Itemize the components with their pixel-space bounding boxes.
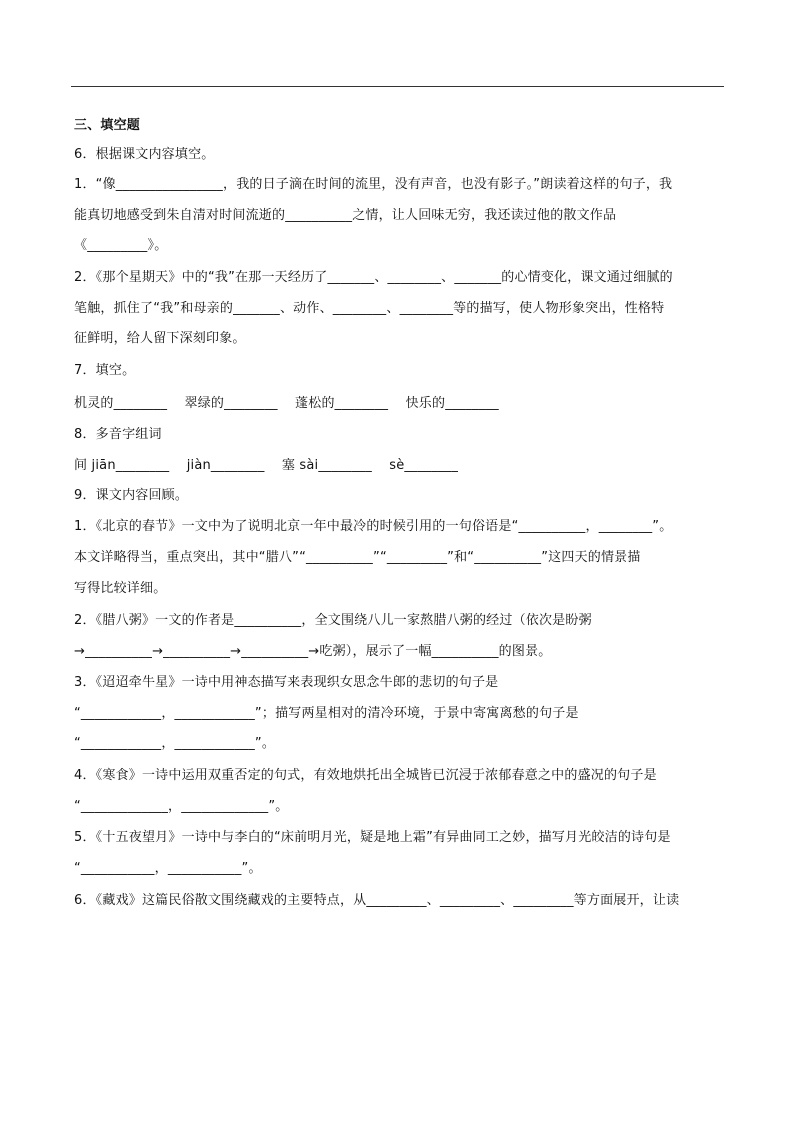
text-line: 4．《寒食》一诗中运用双重否定的句式，有效地烘托出全城皆已沉浸于浓郁春意之中的盛况的句子是 xyxy=(74,768,657,783)
question-9-heading: 9．课文内容回顾。 xyxy=(74,488,189,503)
text-line: “____________，____________”。 xyxy=(74,736,276,751)
text-line: 能真切地感受到朱自清对时间流逝的__________之情，让人回味无穷，我还读过他的散文作品 xyxy=(74,208,617,223)
text-line: 5．《十五夜望月》一诗中与李白的“床前明月光，疑是地上霜”有异曲同工之妙，描写月光皎洁的诗句是 xyxy=(74,830,671,845)
text-line: →__________→__________→__________→吃粥），展示了一幅__________的图景。 xyxy=(74,644,552,659)
text-line: “____________，____________”；描写两星相对的清冷环境，于景中寄寓离愁的句子是 xyxy=(74,706,579,721)
question-6-heading: 6．根据课文内容填空。 xyxy=(74,147,215,162)
header-rule xyxy=(71,86,724,87)
text-line: 2．《那个星期天》中的“我”在那一天经历了_______、________、_______的心情变化，课文通过细腻的 xyxy=(74,270,673,285)
text-line: 本文详略得当，重点突出，其中“腊八”“__________”“_________”和“__________”这四天的情景描 xyxy=(74,550,641,565)
text-line: 写得比较详细。 xyxy=(74,581,167,596)
text-line: 笔触，抓住了“我”和母亲的_______、动作、________、________等的描写，使人物形象突出，性格特 xyxy=(74,301,665,316)
text-line: “_____________，_____________”。 xyxy=(74,799,289,814)
text-line: 征鲜明，给人留下深刻印象。 xyxy=(74,331,246,346)
text-line: 1．《北京的春节》一文中为了说明北京一年中最冷的时候引用的一句俗语是“__________，________”。 xyxy=(74,519,673,534)
text-line: 间 jiān________ jiàn________ 塞 sài________ sè________ xyxy=(74,458,459,473)
text-line: 3．《迢迢牵牛星》一诗中用神态描写来表现织女思念牛郎的悲切的句子是 xyxy=(74,675,499,690)
text-line: 2．《腊八粥》一文的作者是__________，全文围绕八儿一家熬腊八粥的经过（依次是盼粥 xyxy=(74,613,592,628)
text-line: 机灵的________ 翠绿的________ 蓬松的________ 快乐的________ xyxy=(74,396,499,411)
question-8-heading: 8．多音字组词 xyxy=(74,427,162,442)
text-line: 6．《藏戏》这篇民俗散文围绕藏戏的主要特点，从_________、_________、_________等方面展开，让读 xyxy=(74,893,680,908)
text-line: “___________，___________”。 xyxy=(74,861,262,876)
text-line: 1．“像________________，我的日子滴在时间的流里，没有声音，也没有影子。”朗读着这样的句子，我 xyxy=(74,177,673,192)
text-line: 《_________》。 xyxy=(74,238,168,253)
question-7-heading: 7．填空。 xyxy=(74,363,136,378)
section-title: 三、填空题 xyxy=(74,118,141,133)
